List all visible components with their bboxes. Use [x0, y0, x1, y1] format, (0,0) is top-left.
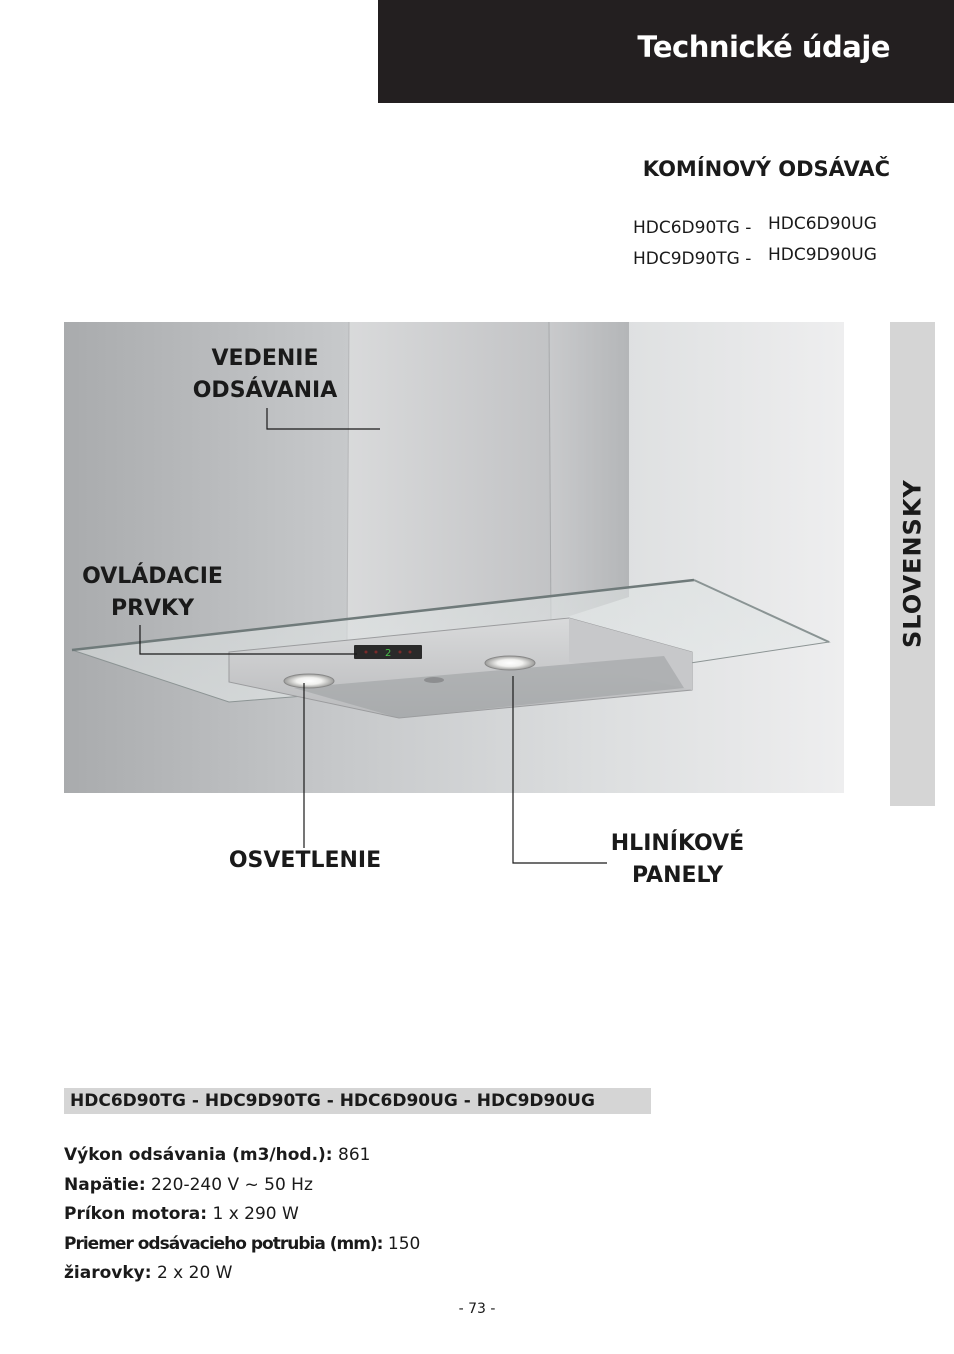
product-type: KOMÍNOVÝ ODSÁVAČ — [642, 157, 890, 181]
spec-label: žiarovky: — [64, 1263, 152, 1283]
spec-value: 2 x 20 W — [156, 1263, 233, 1283]
controls-label: OVLÁDACIE PRVKY — [82, 564, 223, 621]
model-code: HDC9D90UG — [768, 245, 877, 265]
spec-row — [64, 1141, 420, 1171]
spec-value: 861 — [338, 1145, 371, 1165]
duct-label: VEDENIE ODSÁVANIA — [192, 346, 338, 403]
model-code: HDC6D90UG — [768, 214, 877, 234]
spec-row — [64, 1259, 420, 1289]
spec-label: Priemer odsávacieho potrubia (mm): — [64, 1233, 383, 1254]
spec-row — [64, 1230, 420, 1260]
language-tab-label: SLOVENSKY — [898, 479, 927, 649]
spec-header: HDC6D90TG - HDC9D90TG - HDC6D90UG - HDC9D90UG — [64, 1088, 651, 1114]
page-number: - 73 - — [458, 1301, 496, 1317]
spec-list — [64, 1141, 420, 1289]
lighting-label: OSVETLENIE — [228, 848, 382, 873]
spec-label: Príkon motora: — [64, 1204, 208, 1224]
spec-row — [64, 1171, 420, 1201]
spec-value: 220-240 V ~ 50 Hz — [151, 1174, 313, 1195]
model-code: HDC6D90TG - — [633, 218, 752, 238]
model-code: HDC9D90TG - — [633, 249, 752, 269]
spec-label: Výkon odsávania (m3/hod.): — [64, 1145, 333, 1165]
spec-row — [64, 1200, 420, 1230]
spec-label: Napätie: — [64, 1174, 146, 1195]
spec-value: 1 x 290 W — [212, 1204, 299, 1224]
spec-value: 150 — [387, 1233, 421, 1254]
filters-label: HLINÍKOVÉ PANELY — [610, 831, 745, 888]
display-digit: 2 — [385, 648, 392, 659]
page-title: Technické údaje — [637, 30, 890, 64]
